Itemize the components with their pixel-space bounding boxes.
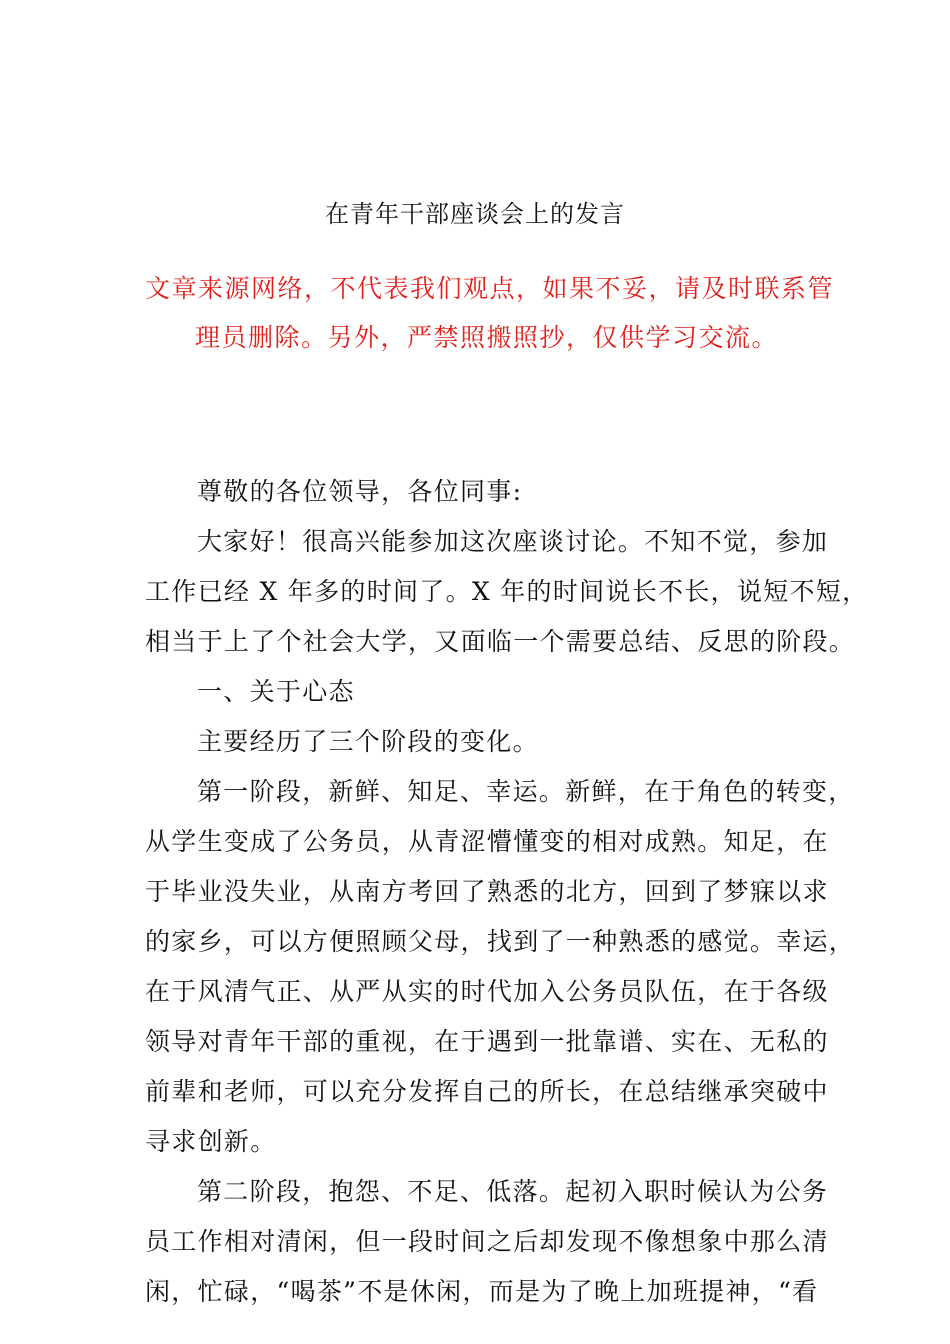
text-line: 一、关于心态 (197, 677, 355, 706)
document-title: 在青年干部座谈会上的发言 (325, 200, 625, 228)
text-line: 工作已经 X 年多的时间了。X 年的时间说长不长，说短不短， (145, 577, 869, 606)
text-line: 主要经历了三个阶段的变化。 (197, 727, 539, 756)
text-line: 闲，忙碌，“喝茶”不是休闲，而是为了晚上加班提神，“看 (145, 1277, 819, 1306)
disclaimer-line-1: 文章来源网络，不代表我们观点，如果不妥，请及时联系管 (145, 274, 835, 303)
text-line: 相当于上了个社会大学，又面临一个需要总结、反思的阶段。 (145, 627, 856, 656)
salutation-paragraph (145, 467, 835, 517)
text-line: 在于风清气正、从严从实的时代加入公务员队伍，在于各级 (145, 977, 829, 1006)
stage-two-paragraph (145, 1167, 835, 1317)
text-line: 于毕业没失业，从南方考回了熟悉的北方，回到了梦寐以求 (145, 877, 829, 906)
summary-paragraph (145, 717, 835, 767)
text-line: 的家乡，可以方便照顾父母，找到了一种熟悉的感觉。幸运， (145, 927, 856, 956)
text-line: 员工作相对清闲，但一段时间之后却发现不像想象中那么清 (145, 1227, 829, 1256)
greeting-paragraph (145, 517, 869, 667)
text-line: 领导对青年干部的重视，在于遇到一批靠谱、实在、无私的 (145, 1027, 829, 1056)
section-heading (145, 667, 835, 717)
text-line: 尊敬的各位领导，各位同事: (197, 477, 523, 506)
text-line: 从学生变成了公务员，从青涩懵懂变的相对成熟。知足，在 (145, 827, 829, 856)
document-body (145, 467, 869, 1317)
text-line: 第一阶段，新鲜、知足、幸运。新鲜，在于角色的转变， (197, 777, 855, 806)
disclaimer-line-2: 理员删除。另外，严禁照搬照抄，仅供学习交流。 (195, 323, 779, 352)
text-line: 寻求创新。 (145, 1127, 277, 1156)
text-line: 第二阶段，抱怨、不足、低落。起初入职时候认为公务 (197, 1177, 829, 1206)
text-line: 前辈和老师，可以充分发挥自己的所长，在总结继承突破中 (145, 1077, 829, 1106)
stage-one-paragraph (145, 767, 856, 1167)
text-line: 大家好！很高兴能参加这次座谈讨论。不知不觉，参加 (197, 527, 829, 556)
